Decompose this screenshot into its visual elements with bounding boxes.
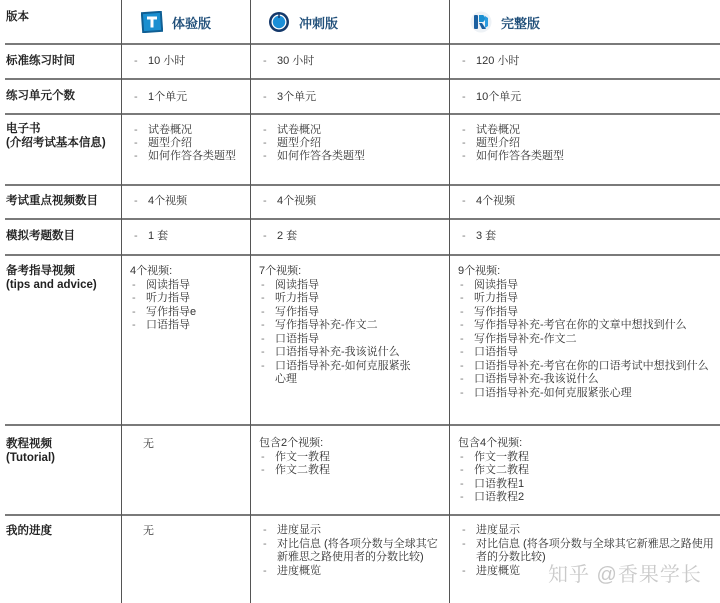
cell-full-ebook: - 试卷概况 - 题型介绍 - 如何作答各类题型 <box>462 124 564 162</box>
version-header-sprint <box>268 0 338 44</box>
row-label-practice-time: 标准练习时间 <box>6 55 75 67</box>
cell-trial-key-videos: - 4个视频 <box>134 195 188 207</box>
cell-full-units: - 10个单元 <box>462 91 522 103</box>
row-divider <box>5 514 720 516</box>
cell-sprint-practice-time: - 30 小时 <box>263 55 315 67</box>
cell-trial-ebook: - 试卷概况 - 题型介绍 - 如何作答各类题型 <box>134 124 236 162</box>
cell-sprint-progress: - 进度显示 - 对比信息 (将各项分数与全球其它新雅思之路使用者的分数比较) - 进度概览 <box>263 524 438 577</box>
cell-sprint-tutorial: 包含2个视频: - 作文一教程 - 作文二教程 <box>259 437 330 476</box>
cell-full-key-videos: - 4个视频 <box>462 195 516 207</box>
cell-trial-units: - 1个单元 <box>134 91 188 103</box>
row-label-key-videos: 考试重点视频数目 <box>6 195 98 207</box>
column-divider <box>250 0 251 603</box>
cell-full-mock-tests: - 3 套 <box>462 230 497 242</box>
cell-full-tutorial: 包含4个视频: - 作文一教程 - 作文二教程 - 口语教程1 - 口语教程2 <box>458 437 529 503</box>
row-divider <box>5 184 720 186</box>
cell-full-tips-videos: 9个视频: - 阅读指导 - 听力指导 - 写作指导 - 写作指导补充-考官在你的文章中想找到什么 - 写作指导补充-作文二 - 口语指导 - 口语指导补充-考官在你的口语考试中想找到什么 - 口语指导补充-我该说什么 - 口语指导补充-如何克服紧张心理 <box>458 265 709 399</box>
cell-sprint-units: - 3个单元 <box>263 91 317 103</box>
row-label-unit-count: 练习单元个数 <box>6 90 75 102</box>
cell-sprint-ebook: - 试卷概况 - 题型介绍 - 如何作答各类题型 <box>263 124 365 162</box>
cell-trial-mock-tests: - 1 套 <box>134 230 169 242</box>
row-label-tips-videos: 备考指导视频 (tips and advice) <box>6 265 97 291</box>
row-divider <box>5 218 720 220</box>
cell-sprint-key-videos: - 4个视频 <box>263 195 317 207</box>
cell-trial-tutorial: 无 <box>143 438 154 450</box>
version-title: 体验版 <box>172 15 212 31</box>
row-divider <box>5 254 720 256</box>
row-divider <box>5 424 720 426</box>
cell-trial-practice-time: - 10 小时 <box>134 55 186 67</box>
r-logo-icon <box>470 11 492 33</box>
circle-ring-logo-icon <box>268 11 290 33</box>
row-label-tutorial: 教程视频 (Tutorial) <box>6 438 55 464</box>
row-divider <box>5 113 720 115</box>
version-title: 完整版 <box>501 15 541 31</box>
cell-trial-tips-videos: 4个视频: - 阅读指导 - 听力指导 - 写作指导e - 口语指导 <box>130 265 197 331</box>
row-divider <box>5 78 720 80</box>
row-label-progress: 我的进度 <box>6 525 52 537</box>
row-label-ebook: 电子书 (介绍考试基本信息) <box>6 123 106 149</box>
corner-label: 版本 <box>6 11 29 23</box>
watermark: 知乎 @香果学长 <box>548 564 702 586</box>
column-divider <box>449 0 450 603</box>
row-label-mock-tests: 模拟考题数目 <box>6 230 75 242</box>
cell-full-practice-time: - 120 小时 <box>462 55 520 67</box>
t-square-logo-icon <box>141 11 163 33</box>
cell-trial-progress: 无 <box>143 525 154 537</box>
cell-full-progress: - 进度显示 - 对比信息 (将各项分数与全球其它新雅思之路使用者的分数比较) - 进度概览 <box>462 524 714 577</box>
cell-sprint-tips-videos: 7个视频: - 阅读指导 - 听力指导 - 写作指导 - 写作指导补充-作文二 - 口语指导 - 口语指导补充-我该说什么 - 口语指导补充-如何克服紧张心理 <box>259 265 411 385</box>
column-divider <box>121 0 122 603</box>
version-header-full <box>470 0 540 44</box>
version-header-trial <box>141 0 211 44</box>
version-title: 冲刺版 <box>299 15 339 31</box>
row-divider <box>5 43 720 45</box>
cell-sprint-mock-tests: - 2 套 <box>263 230 298 242</box>
